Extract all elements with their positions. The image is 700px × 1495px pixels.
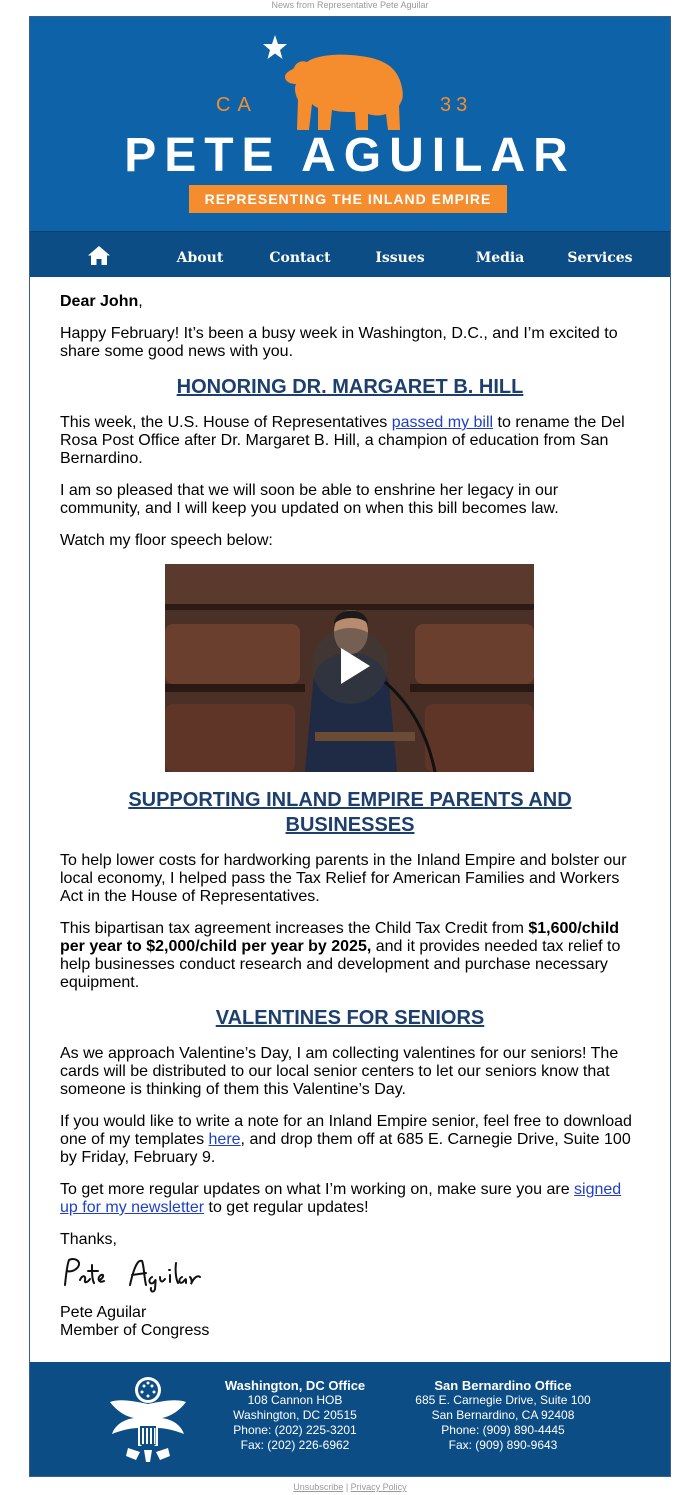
home-icon[interactable] <box>88 246 110 265</box>
greeting-name: Dear John <box>60 293 139 310</box>
section-heading-parents: SUPPORTING INLAND EMPIRE PARENTS AND BUSINESSES <box>128 789 572 836</box>
section-heading-valentines: VALENTINES FOR SENIORS <box>215 1007 485 1029</box>
unsubscribe-link[interactable]: Unsubscribe <box>293 1482 344 1492</box>
parents-paragraph-2: This bipartisan tax agreement increases the Child Tax Credit from $1,600/child per year to $2,000/child per year by 2025, and it provides needed tax relief to help businesses conduct research and development and purchase necessary equipment. <box>60 920 621 991</box>
letter-body <box>60 293 640 1340</box>
valentines-paragraph-2: If you would like to write a note for an Inland Empire senior, feel free to download one of my templates here, and drop them off at 685 E. Carnegie Drive, Suite 100 by Friday, February 9. <box>60 1113 632 1166</box>
email-frame <box>29 16 671 1477</box>
footer-links: Unsubscribe | Privacy Policy <box>293 1482 407 1492</box>
nav-services[interactable]: Services <box>567 250 633 266</box>
floor-speech-video[interactable] <box>165 564 534 772</box>
representative-name: PETE AGUILAR <box>124 129 576 182</box>
nav-about[interactable]: About <box>176 250 224 266</box>
newsletter-signup-link[interactable]: signed up for my newsletter <box>60 1181 622 1216</box>
newsletter-paragraph: To get more regular updates on what I’m working on, make sure you are signed up for my newsletter to get regular updates! <box>60 1181 622 1216</box>
masthead <box>30 17 670 231</box>
parents-paragraph-1: To help lower costs for hardworking parents in the Inland Empire and bolster our local economy, I helped pass the Tax Relief for American Families and Workers Act in the House of Representatives. <box>60 852 627 905</box>
hill-paragraph-1: This week, the U.S. House of Representatives passed my bill to rename the Del Rosa Post Office after Dr. Margaret B. Hill, a champion of education from San Bernardino. <box>60 414 625 467</box>
hill-paragraph-2: I am so pleased that we will soon be able to enshrine her legacy in our community, and I will keep you updated on when this bill becomes law. <box>60 482 559 517</box>
footer <box>30 1362 670 1476</box>
tagline: REPRESENTING THE INLAND EMPIRE <box>189 185 507 213</box>
house-seal-icon <box>106 1372 190 1464</box>
valentines-paragraph-1: As we approach Valentine’s Day, I am collecting valentines for our seniors! The cards will be distributed to our local senior centers to let our seniors know that someone is thinking of them this Valentine’s Day. <box>60 1045 619 1098</box>
section-heading-hill: HONORING DR. MARGARET B. HILL <box>176 376 524 398</box>
district-label: 33 <box>440 94 473 116</box>
nav-media[interactable]: Media <box>475 250 525 266</box>
bear-logo-icon <box>282 50 410 136</box>
hill-paragraph-3: Watch my floor speech below: <box>60 532 273 549</box>
signature-image <box>60 1255 230 1293</box>
svg-text:Pete Aguilar: Pete Aguilar <box>60 1255 66 1256</box>
nav-issues[interactable]: Issues <box>375 250 425 266</box>
passed-my-bill-link[interactable]: passed my bill <box>391 414 494 431</box>
nav-bar <box>30 231 670 277</box>
signoff-title: Member of Congress <box>60 1322 210 1339</box>
san-bernardino-office: San Bernardino Office 685 E. Carnegie Drive, Suite 100 San Bernardino, CA 92408 Phone: (909) 890-4445 Fax: (909) 890-9643 <box>415 1378 591 1452</box>
privacy-policy-link[interactable]: Privacy Policy <box>350 1482 407 1492</box>
preheader: News from Representative Pete Aguilar <box>271 0 429 10</box>
signoff-name: Pete Aguilar <box>60 1304 147 1321</box>
intro-paragraph: Happy February! It’s been a busy week in Washington, D.C., and I’m excited to share some good news with you. <box>60 325 618 360</box>
templates-here-link[interactable]: here <box>208 1131 241 1148</box>
play-icon[interactable] <box>310 626 390 706</box>
nav-contact[interactable]: Contact <box>269 250 331 266</box>
greeting: Dear John, <box>60 293 143 310</box>
closing: Thanks, <box>60 1231 117 1248</box>
dc-office: Washington, DC Office 108 Cannon HOB Washington, DC 20515 Phone: (202) 225-3201 Fax: (202) 226-6962 <box>224 1378 366 1452</box>
state-label: CA <box>216 94 258 116</box>
